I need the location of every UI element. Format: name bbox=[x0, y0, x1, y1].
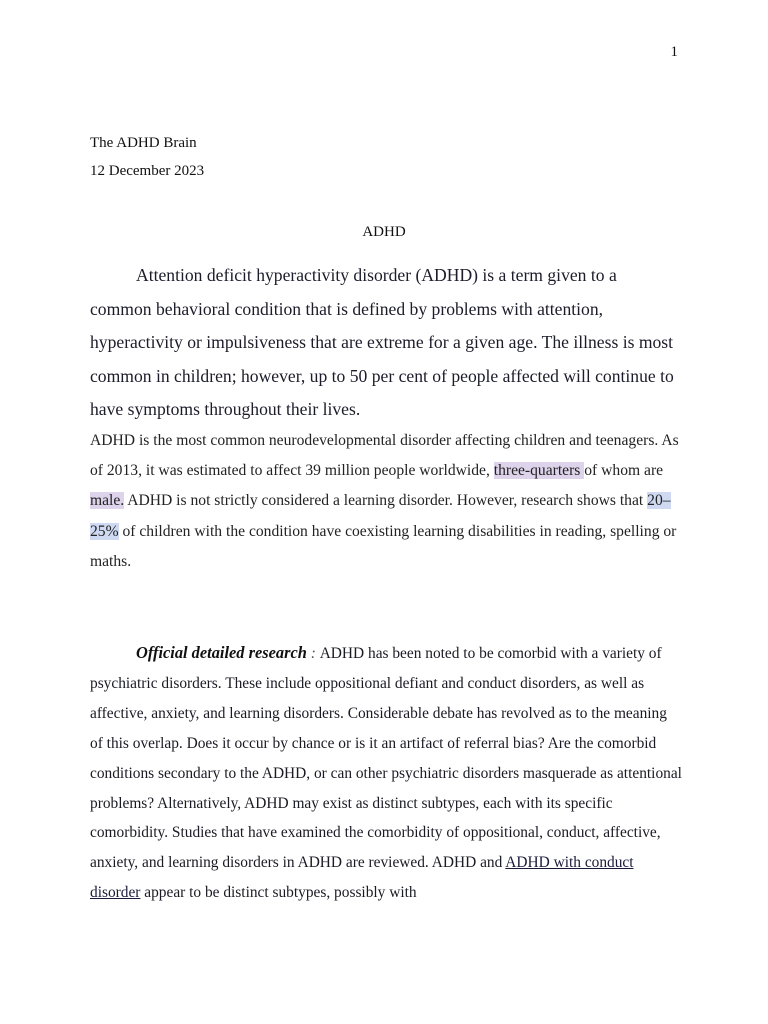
highlight-male[interactable]: male. bbox=[90, 492, 125, 510]
paragraph-intro bbox=[90, 259, 682, 427]
page-number: 1 bbox=[670, 44, 678, 60]
paragraph-statistics bbox=[90, 426, 682, 577]
document-title: ADHD bbox=[362, 224, 406, 240]
document-header bbox=[90, 129, 204, 185]
research-colon: : bbox=[306, 645, 320, 662]
research-lead: Official detailed research bbox=[136, 643, 307, 662]
research-text-1: ADHD has been noted to be comorbid with a variety of psychiatric disorders. These include oppositional defiant and conduct disorders, as well as affective, anxiety, and learning disorders. Considerable debate has revolved as to the meaning of this overlap. Does it occur by chance or is it an artifact of referral bias? Are the comorbid conditions secondary to the ADHD, or can other psychiatric disorders masquerade as attentional problems? Alternatively, ADHD may exist as distinct subtypes, each with its specific comorbidity. Studies that have examined the comorbidity of oppositional, conduct, affective, anxiety, and learning disorders in ADHD are reviewed. ADHD and bbox=[90, 645, 682, 872]
statistics-text-2: of whom are bbox=[584, 462, 664, 480]
highlight-percentage[interactable]: 20–25% bbox=[90, 492, 671, 540]
statistics-text-1: ADHD is the most common neurodevelopmental disorder affecting children and teenagers. As of 2013, it was estimated to affect 39 million people worldwide, bbox=[90, 432, 679, 480]
paragraph-intro-text: Attention deficit hyperactivity disorder (ADHD) is a term given to a common behavioral condition that is defined by problems with attention, hyperactivity or impulsiveness that are extreme for a given age. The illness is most common in children; however, up to 50 per cent of people affected will continue to have symptoms throughout their lives. bbox=[90, 265, 674, 420]
research-text-2: appear to be distinct subtypes, possibly with bbox=[140, 884, 417, 902]
conduct-disorder-link[interactable]: ADHD with conduct disorder bbox=[90, 854, 634, 902]
paragraph-research bbox=[90, 638, 682, 908]
statistics-text-4: of children with the condition have coexisting learning disabilities in reading, spelling or maths. bbox=[90, 522, 677, 570]
highlight-three-quarters[interactable]: three-quarters bbox=[493, 462, 585, 480]
statistics-text-3: ADHD is not strictly considered a learning disorder. However, research shows that bbox=[124, 492, 648, 510]
author-line: The ADHD Brain bbox=[90, 135, 197, 151]
date-line: 12 December 2023 bbox=[90, 163, 205, 179]
